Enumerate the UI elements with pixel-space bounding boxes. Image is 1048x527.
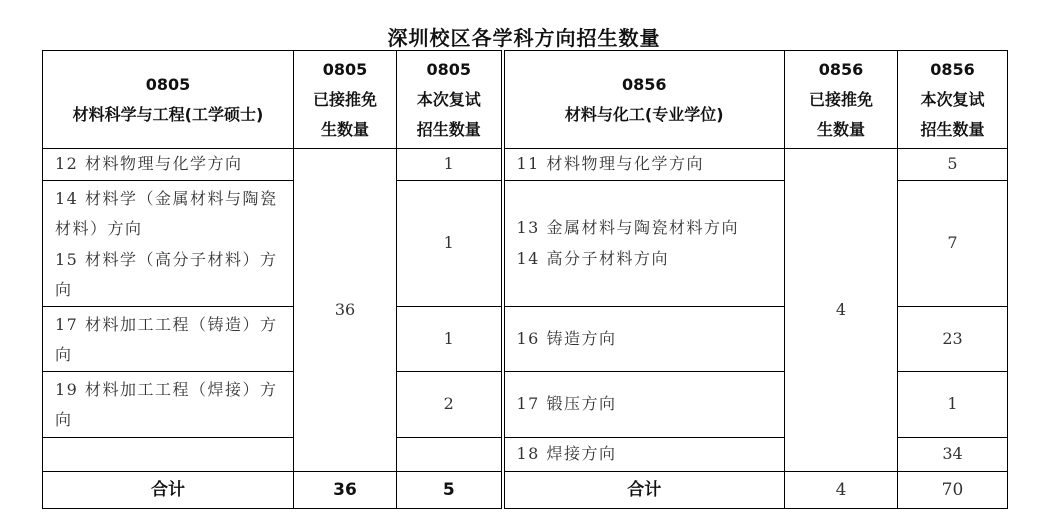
left-count-cell: 2 [397, 372, 503, 438]
left-direction-cell-empty [43, 438, 294, 472]
left-count-cell-empty [397, 438, 503, 472]
page-title: 深圳校区各学科方向招生数量 [387, 26, 661, 50]
header-0805-recommended: 0805 已接推免 生数量 [294, 51, 397, 149]
header-0856-recommended: 0856 已接推免 生数量 [785, 51, 898, 149]
left-count-cell: 1 [397, 307, 503, 372]
right-count-cell: 34 [898, 438, 1008, 472]
left-count-cell: 1 [397, 181, 503, 307]
header-0856-discipline: 0856 材料与化工(专业学位) [503, 51, 785, 149]
total-left-count: 5 [397, 472, 503, 509]
left-direction-cell: 19 材料加工工程（焊接）方 向 [43, 372, 294, 438]
right-count-cell: 7 [898, 181, 1008, 307]
right-count-cell: 23 [898, 307, 1008, 372]
header-row [43, 51, 1008, 149]
left-count-cell: 1 [397, 149, 503, 181]
right-direction-cell: 16 铸造方向 [503, 307, 785, 372]
right-direction-cell: 13 金属材料与陶瓷材料方向 14 高分子材料方向 [503, 181, 785, 307]
right-count-cell: 1 [898, 372, 1008, 438]
header-0805-discipline: 0805 材料科学与工程(工学硕士) [43, 51, 294, 149]
totals-row [43, 472, 1008, 509]
right-recommended-cell: 4 [785, 149, 898, 472]
right-count-cell: 5 [898, 149, 1008, 181]
admission-table [42, 50, 1008, 509]
table-row [43, 149, 1008, 181]
left-direction-cell: 12 材料物理与化学方向 [43, 149, 294, 181]
right-direction-cell: 11 材料物理与化学方向 [503, 149, 785, 181]
total-left-recommended: 36 [294, 472, 397, 509]
header-0805-retest: 0805 本次复试 招生数量 [397, 51, 503, 149]
total-right-recommended: 4 [785, 472, 898, 509]
left-recommended-cell: 36 [294, 149, 397, 472]
right-direction-cell: 18 焊接方向 [503, 438, 785, 472]
total-label-left: 合计 [43, 472, 294, 509]
total-right-count: 70 [898, 472, 1008, 509]
header-0856-retest: 0856 本次复试 招生数量 [898, 51, 1008, 149]
total-label-right: 合计 [503, 472, 785, 509]
left-direction-cell: 17 材料加工工程（铸造）方 向 [43, 307, 294, 372]
left-direction-cell: 14 材料学（金属材料与陶瓷 材料）方向 15 材料学（高分子材料）方 向 [43, 181, 294, 307]
right-direction-cell: 17 锻压方向 [503, 372, 785, 438]
